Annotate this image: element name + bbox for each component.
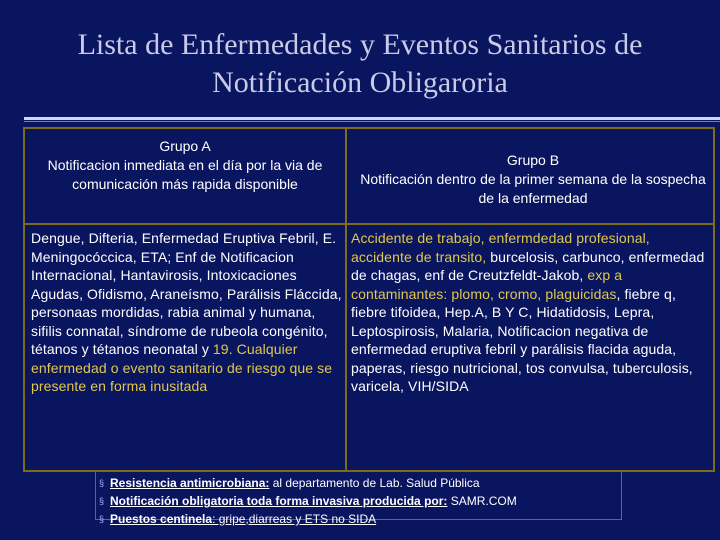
group-b-list [351, 229, 711, 469]
group-b-description: Notificación dentro de la primer semana de la sospecha de la enfermedad [360, 171, 706, 206]
group-a-header [31, 137, 339, 223]
bullet-icon: § [99, 514, 105, 524]
group-a-list-highlight: 19. Cualquier enfermedad o evento sanitario de riesgo que se presente en forma inusitada [31, 341, 333, 394]
group-a-list [31, 229, 343, 469]
group-a-list-text: Dengue, Difteria, Enfermedad Eruptiva Febril, E. Meningocóccica, ETA; Enf de Notificacion Internacional, Hantavirosis, Intoxicaciones Agudas, Ofidismo, Araneísmo, Parálisis Fláccida, personaas mordidas, rabia animal y humana, sifilis connatal, síndrome de rubeola congénito, tétanos y tétanos neonatal y [31, 230, 342, 357]
column-divider [345, 129, 347, 470]
group-b-list-highlight-1: Accidente de trabajo, enfermdedad profesional, accidente de transito, [351, 230, 650, 265]
note-label: Resistencia antimicrobiana: [110, 476, 270, 490]
slide-title-line2: Notificación Obligaroria [212, 66, 508, 99]
bullet-icon: § [99, 496, 105, 506]
note-item-invasive [99, 492, 621, 510]
note-text: al departamento de Lab. Salud Pública [269, 476, 480, 490]
group-b-list-text-1: burcelosis, carbunco, enfermedad de chagas, enf de Creutzfeldt-Jakob, [351, 248, 705, 283]
group-b-header [355, 147, 711, 217]
group-a-name: Grupo A [159, 138, 211, 154]
slide-title [0, 26, 720, 102]
bullet-icon: § [99, 478, 105, 488]
note-text: : gripe,diarreas y ETS no SIDA [212, 512, 377, 526]
note-label: Notificación obligatoria toda forma invasiva producida por: [110, 494, 448, 508]
slide-title-line1: Lista de Enfermedades y Eventos Sanitarios de [77, 28, 643, 61]
group-b-name: Grupo B [506, 152, 560, 168]
group-b-list-text-2: , fiebre q, fiebre tifoidea, Hep.A, B Y C, Hidatidosis, Lepra, Leptospirosis, Malaria, Notificacion negativa de enfermedad eruptiva febril y parálisis flacida aguda, paperas, riesgo nutricional, tos convulsa, tuberculosis, varicela, VIH/SIDA [351, 285, 693, 394]
note-text: SAMR.COM [447, 494, 517, 508]
group-b-list-highlight-2: exp a contaminantes: plomo, cromo, plaguicidas [351, 267, 623, 302]
groups-table [23, 127, 715, 472]
note-label: Puestos centinela [110, 512, 213, 526]
note-item-antimicrobial [99, 474, 621, 492]
notes-box [95, 472, 622, 526]
title-divider-thin [24, 121, 720, 122]
header-divider [25, 223, 713, 225]
group-a-description: Notificacion inmediata en el día por la via de comunicación más rapida disponible [47, 157, 323, 192]
note-item-sentinel [99, 510, 621, 528]
title-divider [24, 117, 720, 120]
